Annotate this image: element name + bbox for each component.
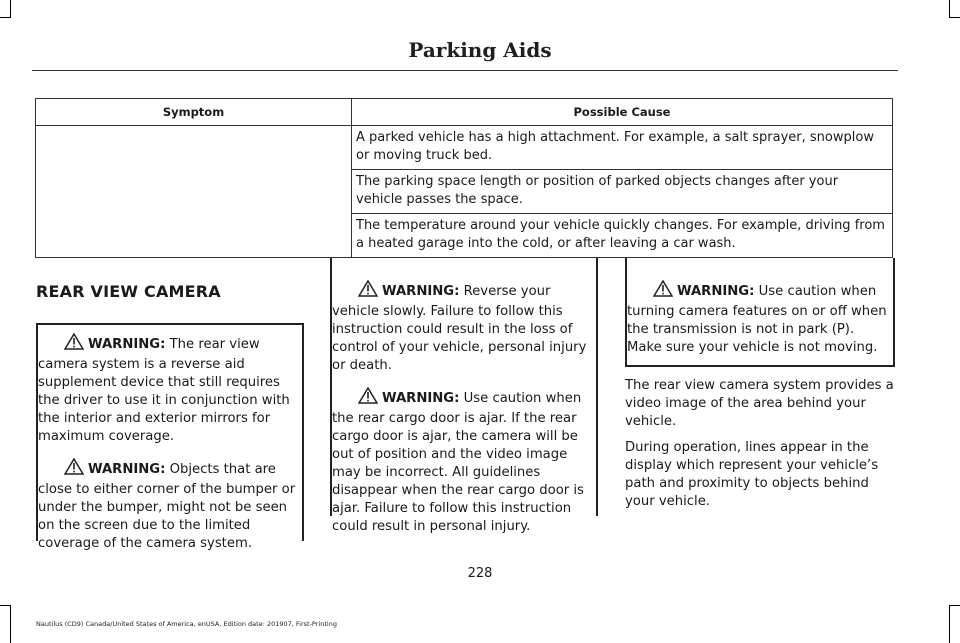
page-number: 228	[467, 566, 493, 581]
crop-mark	[949, 17, 960, 18]
column-header-symptom: Symptom	[36, 99, 352, 126]
warning-text: Objects that are close to either corner of the bumper or under the bumper, might not be seen on the screen due to the limited coverage of the camera system.	[38, 462, 296, 551]
warning-triangle-icon	[653, 280, 673, 303]
warning-triangle-icon	[358, 280, 378, 303]
crop-mark	[0, 605, 11, 606]
page-title: Parking Aids	[408, 38, 552, 62]
warning-text: Reverse your vehicle slowly. Failure to follow this instruction could result in the loss of control of your vehicle, personal injury or death.	[332, 284, 587, 373]
crop-mark	[949, 605, 950, 643]
cause-cell: The parking space length or position of parked objects changes after your vehicle passes the space.	[352, 170, 893, 214]
body-paragraph: During operation, lines appear in the display which represent your vehicle’s path and proximity to objects behind your vehicle.	[625, 440, 879, 509]
crop-mark	[0, 17, 11, 18]
warning-text: Use caution when the rear cargo door is ajar. If the rear cargo door is ajar, the camera will be out of position and the video image may be incorrect. All guidelines disappear when the rear cargo door is ajar. Failure to follow this instruction could result in personal injury.	[332, 391, 584, 534]
warning-item	[38, 458, 302, 553]
column-middle	[330, 258, 598, 534]
column-left	[36, 282, 304, 551]
warning-text: Use caution when turning camera features on or off when the transmission is not in park (P). Make sure your vehicle is not moving.	[627, 284, 887, 355]
warning-box	[625, 258, 895, 367]
crop-mark	[949, 0, 950, 18]
warning-label: WARNING:	[677, 284, 755, 299]
warning-triangle-icon	[64, 458, 84, 481]
column-header-cause: Possible Cause	[352, 99, 893, 126]
warning-box	[330, 258, 598, 534]
crop-mark	[10, 0, 11, 18]
table-header-row	[36, 99, 893, 126]
warning-label: WARNING:	[88, 462, 166, 477]
warning-item	[332, 280, 596, 375]
warning-triangle-icon	[358, 387, 378, 410]
cause-cell: A parked vehicle has a high attachment. For example, a salt sprayer, snowplow or moving truck bed.	[352, 126, 893, 170]
warning-text: The rear view camera system is a reverse aid supplement device that still requires the driver to use it in conjunction with the interior and exterior mirrors for maximum coverage.	[38, 337, 290, 444]
symptom-cell	[36, 126, 352, 258]
warning-triangle-icon	[64, 333, 84, 356]
warning-item	[627, 280, 893, 357]
warning-label: WARNING:	[382, 391, 460, 406]
warning-label: WARNING:	[88, 337, 166, 352]
warning-item	[332, 387, 596, 536]
column-right	[625, 258, 895, 519]
crop-mark	[949, 605, 960, 606]
table-row	[36, 126, 893, 170]
title-divider	[32, 70, 898, 71]
footer-edition: Nautilus (CD9) Canada/United States of America, enUSA, Edition date: 201907, First-Printing	[36, 620, 337, 628]
warning-label: WARNING:	[382, 284, 460, 299]
warning-item	[38, 333, 302, 446]
warning-box	[36, 323, 304, 551]
crop-mark	[10, 605, 11, 643]
section-heading: REAR VIEW CAMERA	[36, 282, 221, 301]
body-paragraph: The rear view camera system provides a video image of the area behind your vehicle.	[625, 378, 894, 429]
symptom-cause-table	[35, 98, 893, 258]
cause-cell: The temperature around your vehicle quickly changes. For example, driving from a heated garage into the cold, or after leaving a car wash.	[352, 214, 893, 258]
